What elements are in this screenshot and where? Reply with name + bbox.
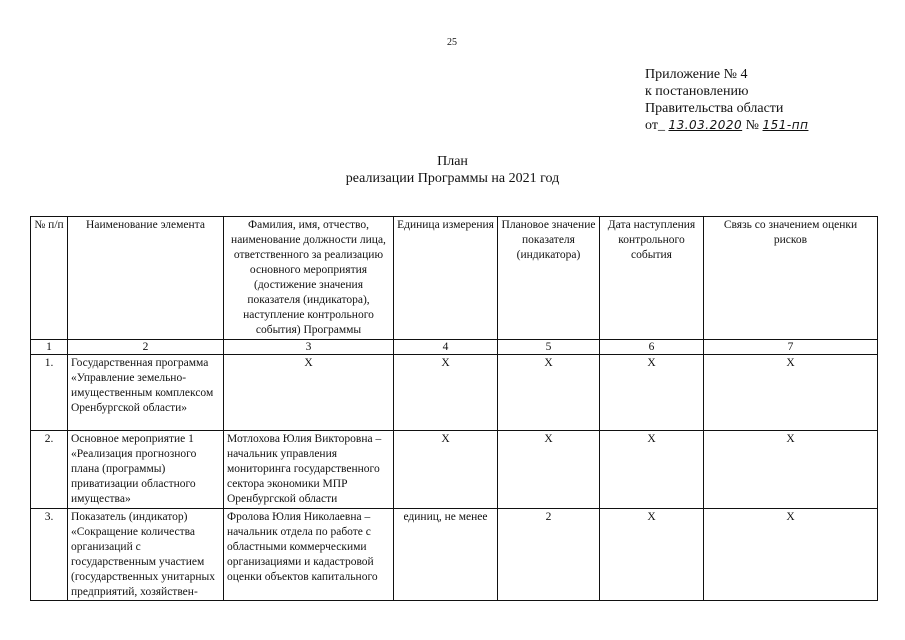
planned-value-cell: Х <box>498 431 600 509</box>
appendix-date-line: от_ 13.03.2020 № 151-пп <box>645 118 809 133</box>
header-cell: № п/п <box>31 217 68 340</box>
element-name-cell <box>68 509 224 601</box>
cell-text: 3. <box>44 511 54 523</box>
responsible-cell: Мотлохова Юлия Викторовна – начальник управления мониторинга государственного сектора экономики МПР Оренбургской области <box>224 431 394 509</box>
appendix-line: к постановлению <box>645 84 749 99</box>
header-cell: Плановое значение показателя (индикатора) <box>498 217 600 340</box>
responsible-cell <box>224 509 394 601</box>
table-header-row <box>31 217 878 340</box>
element-name-cell: Основное мероприятие 1 «Реализация прогнозного плана (программы) приватизации областного имущества» <box>68 431 224 509</box>
header-cell: Дата наступления контрольного события <box>600 217 704 340</box>
unit-cell: Х <box>394 431 498 509</box>
table-row <box>31 355 878 431</box>
cell-text: Показатель (индикатор) «Сокращение количества организаций с государственным участием (государственных унитарных предприятий, хозяйствен- <box>71 511 215 598</box>
risk-link-cell: Х <box>704 355 878 431</box>
index-cell: 5 <box>498 340 600 355</box>
table-row <box>31 431 878 509</box>
handwritten-number: 151-пп <box>762 118 809 132</box>
handwritten-date: 13.03.2020 <box>668 118 743 132</box>
date-prefix: от <box>645 118 658 133</box>
index-cell: 3 <box>224 340 394 355</box>
responsible-cell: Х <box>224 355 394 431</box>
plan-table <box>30 216 878 601</box>
header-cell: Связь со значением оценки рисков <box>704 217 878 340</box>
appendix-block <box>645 66 808 134</box>
event-date-cell: Х <box>600 431 704 509</box>
header-cell: Наименование элемента <box>68 217 224 340</box>
index-cell: 2 <box>68 340 224 355</box>
document-title <box>0 153 905 187</box>
number-prefix: № <box>745 118 760 133</box>
index-cell: 7 <box>704 340 878 355</box>
index-cell: 6 <box>600 340 704 355</box>
header-cell: Фамилия, имя, отчество, наименование должности лица, ответственного за реализацию основного мероприятия (достижение значения показателя (индикатора), наступление контрольного события) Программы <box>224 217 394 340</box>
appendix-line: Правительства области <box>645 101 784 116</box>
planned-value-cell: Х <box>498 355 600 431</box>
unit-cell: Х <box>394 355 498 431</box>
row-number-cell <box>31 509 68 601</box>
table-row <box>31 509 878 601</box>
cell-text: Х <box>647 511 656 523</box>
appendix-title: Приложение № 4 <box>645 67 748 82</box>
risk-link-cell: Х <box>704 431 878 509</box>
cell-text: Х <box>786 511 795 523</box>
unit-cell <box>394 509 498 601</box>
title-line: План <box>437 154 468 169</box>
index-cell: 1 <box>31 340 68 355</box>
page-number: 25 <box>447 37 457 48</box>
cell-text: Фролова Юлия Николаевна – начальник отдела по работе с областными коммерческими организациями и кадастровой оценки объектов капитального <box>227 511 378 583</box>
row-number-cell: 2. <box>31 431 68 509</box>
event-date-cell <box>600 509 704 601</box>
element-name-cell: Государственная программа «Управление земельно-имущественным комплексом Оренбургской области» <box>68 355 224 431</box>
column-index-row <box>31 340 878 355</box>
title-line: реализации Программы на 2021 год <box>345 171 560 186</box>
row-number-cell: 1. <box>31 355 68 431</box>
risk-link-cell <box>704 509 878 601</box>
cell-text: единиц, не менее <box>403 511 488 523</box>
cell-text: 2 <box>545 511 552 523</box>
index-cell: 4 <box>394 340 498 355</box>
event-date-cell: Х <box>600 355 704 431</box>
planned-value-cell <box>498 509 600 601</box>
header-cell: Единица измерения <box>394 217 498 340</box>
